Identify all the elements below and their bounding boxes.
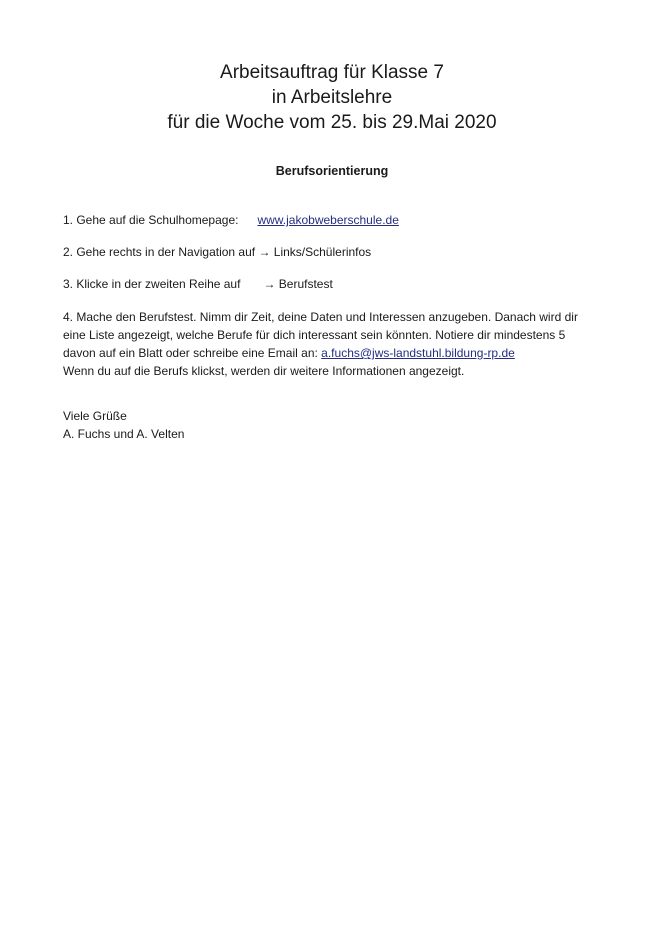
step-4-line-3-text: davon auf ein Blatt oder schreibe eine Email an: (63, 346, 322, 360)
closing-line-2: A. Fuchs und A. Velten (63, 427, 185, 441)
step-4-line-4: Wenn du auf die Berufs klickst, werden dir weitere Informationen angezeigt. (63, 364, 465, 378)
step-3-target: → Berufstest (263, 277, 333, 291)
step-1 (63, 212, 640, 228)
step-4-line-1: 4. Mache den Berufstest. Nimm dir Zeit, deine Daten und Interessen anzugeben. Danach wird dir (63, 310, 578, 324)
step-4 (63, 308, 640, 380)
section-heading: Berufsorientierung (275, 164, 389, 178)
closing-line-1: Viele Grüße (63, 409, 127, 423)
step-4-line-2: eine Liste angezeigt, welche Berufe für dich interessant sein könnten. Notiere dir mindestens 5 (63, 328, 566, 342)
step-2-text: 2. Gehe rechts in der Navigation auf → Links/Schülerinfos (63, 245, 372, 259)
title-line-1: Arbeitsauftrag für Klasse 7 (220, 62, 444, 83)
title-line-3: für die Woche vom 25. bis 29.Mai 2020 (167, 112, 497, 133)
email-link[interactable]: a.fuchs@jws-landstuhl.bildung-rp.de (321, 346, 515, 360)
document-body (63, 212, 640, 443)
school-homepage-link[interactable]: www.jakobweberschule.de (257, 213, 399, 227)
document-title (0, 60, 664, 135)
step-3 (63, 276, 640, 292)
title-line-2: in Arbeitslehre (271, 87, 393, 108)
closing-signature (63, 407, 640, 443)
step-1-text: 1. Gehe auf die Schulhomepage: (63, 213, 239, 227)
step-4-line-3 (63, 344, 640, 362)
step-3-text: 3. Klicke in der zweiten Reihe auf (63, 277, 241, 291)
step-2 (63, 244, 640, 260)
